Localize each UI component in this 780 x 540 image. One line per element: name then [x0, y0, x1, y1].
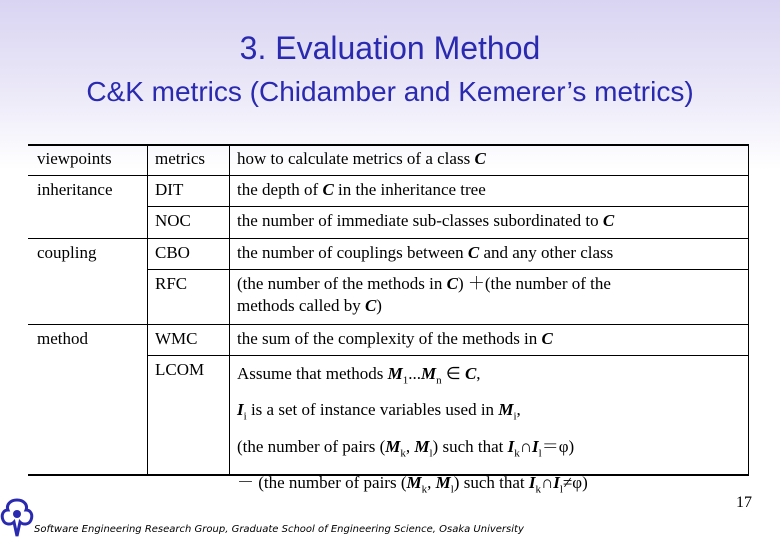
- row-divider: [147, 206, 749, 207]
- metric-rfc: RFC: [155, 274, 188, 293]
- viewpoint-coupling: coupling: [37, 243, 97, 262]
- column-divider: [229, 144, 230, 476]
- slide-subtitle: C&K metrics (Chidamber and Kemerer’s metrics): [86, 76, 694, 107]
- row-divider: [28, 324, 749, 325]
- desc-dit: the depth of C in the inheritance tree: [237, 180, 486, 199]
- header-metrics: metrics: [155, 149, 206, 168]
- row-divider: [147, 269, 749, 270]
- desc-lcom: Assume that methods $M_1...M_n$ ∈ C, $I_i$ is a set of instance variables used in $M_i$, (the number of pairs ($M_k$, $M_l$) such that $I_k\cap I_l=\varphi$) － (the number of pairs ($M_k$, $M_l$) such that $I_k\cap I_l\ne\varphi$): [237, 364, 588, 496]
- desc-noc: the number of immediate sub-classes subordinated to C: [237, 211, 615, 230]
- metric-noc: NOC: [155, 211, 191, 230]
- header-how-to-calculate: how to calculate metrics of a class C: [237, 149, 486, 168]
- slide-title: 3. Evaluation Method: [239, 30, 541, 66]
- header-divider: [28, 175, 749, 176]
- university-logo-icon: [0, 496, 34, 540]
- desc-rfc: (the number of the methods in C) ＋(the number of the methods called by C): [237, 274, 611, 315]
- table-top-border: [28, 144, 749, 146]
- footer-organization: Software Engineering Research Group, Graduate School of Engineering Science, Osaka University: [34, 524, 524, 535]
- header-viewpoints: viewpoints: [37, 149, 112, 168]
- viewpoint-inheritance: inheritance: [37, 180, 113, 199]
- metric-cbo: CBO: [155, 243, 190, 262]
- desc-cbo: the number of couplings between C and any other class: [237, 243, 614, 262]
- metric-wmc: WMC: [155, 329, 198, 348]
- page-number: 17: [736, 494, 752, 511]
- desc-wmc: the sum of the complexity of the methods in C: [237, 329, 553, 348]
- metric-lcom: LCOM: [155, 360, 205, 379]
- row-divider: [147, 355, 749, 356]
- viewpoint-method: method: [37, 329, 88, 348]
- row-divider: [28, 238, 749, 239]
- metric-dit: DIT: [155, 180, 184, 199]
- column-divider: [147, 144, 148, 476]
- table-right-border: [748, 144, 749, 476]
